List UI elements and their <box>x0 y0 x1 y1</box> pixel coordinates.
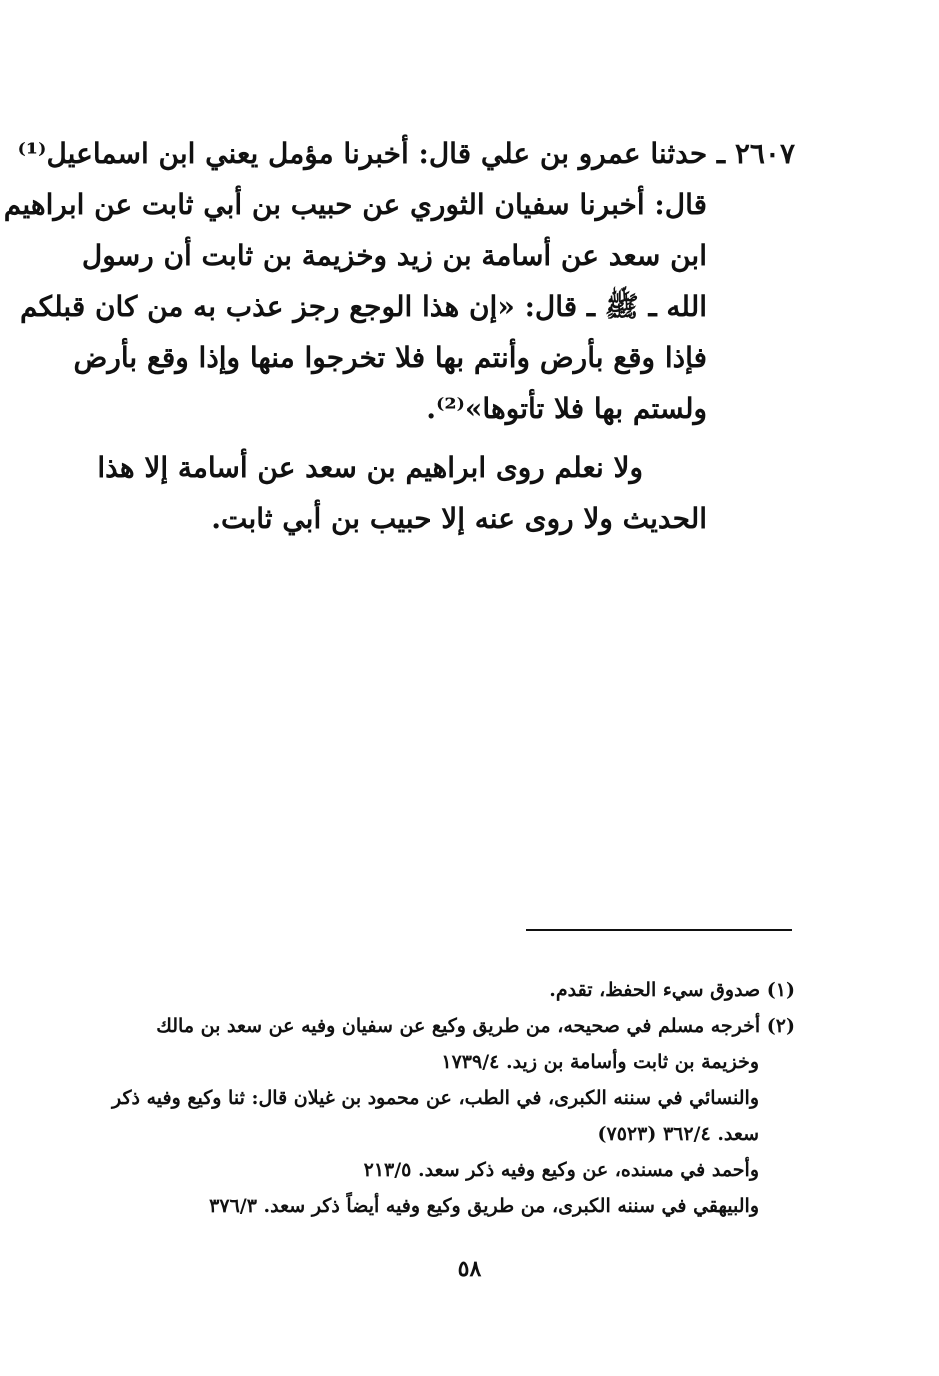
footnote-1: (١) صدوق سيء الحفظ، تقدم. <box>549 979 795 1001</box>
main-text <box>3 128 795 544</box>
footnote-divider <box>526 929 792 931</box>
hadith-line: فإذا وقع بأرض وأنتم بها فلا تخرجوا منها وإذا وقع بأرض <box>73 341 707 374</box>
hadith-line: الله ـ ﷺ ـ قال: «إن هذا الوجع رجز عذب به من كان قبلكم <box>20 290 707 323</box>
hadith-2607 <box>3 128 795 434</box>
commentary-line: ولا نعلم روى ابراهيم بن سعد عن أسامة إلا هذا <box>97 451 643 484</box>
footnote-2-line: سعد. ٣٦٢/٤ (٧٥٢٣) <box>597 1123 759 1145</box>
commentary-line: الحديث ولا روى عنه إلا حبيب بن أبي ثابت. <box>211 502 707 535</box>
hadith-line: ولستم بها فلا تأتوها»⁽²⁾. <box>426 392 707 425</box>
author-commentary <box>95 442 795 544</box>
hadith-line: ٢٦٠٧ ـ حدثنا عمرو بن علي قال: أخبرنا مؤمل يعني ابن اسماعيل⁽¹⁾ <box>17 137 795 170</box>
footnote-2-line: وخزيمة بن ثابت وأسامة بن زيد. ١٧٣٩/٤ <box>441 1051 759 1073</box>
footnotes <box>95 972 795 1224</box>
hadith-line: قال: أخبرنا سفيان الثوري عن حبيب بن أبي ثابت عن ابراهيم <box>3 188 707 221</box>
footnote-2-line: وأحمد في مسنده، عن وكيع وفيه ذكر سعد. ٢١٣/٥ <box>363 1159 759 1181</box>
footnote-2-line: والبيهقي في سننه الكبرى، من طريق وكيع وفيه أيضاً ذكر سعد. ٣٧٦/٣ <box>209 1195 759 1217</box>
hadith-line: ابن سعد عن أسامة بن زيد وخزيمة بن ثابت أن رسول <box>81 239 707 272</box>
footnote-2: (٢) أخرجه مسلم في صحيحه، من طريق وكيع عن سفيان وفيه عن سعد بن مالك <box>156 1015 795 1037</box>
footnote-2-line: والنسائي في سننه الكبرى، في الطب، عن محمود بن غيلان قال: ثنا وكيع وفيه ذكر <box>111 1087 759 1109</box>
page-number: ٥٨ <box>457 1256 482 1282</box>
